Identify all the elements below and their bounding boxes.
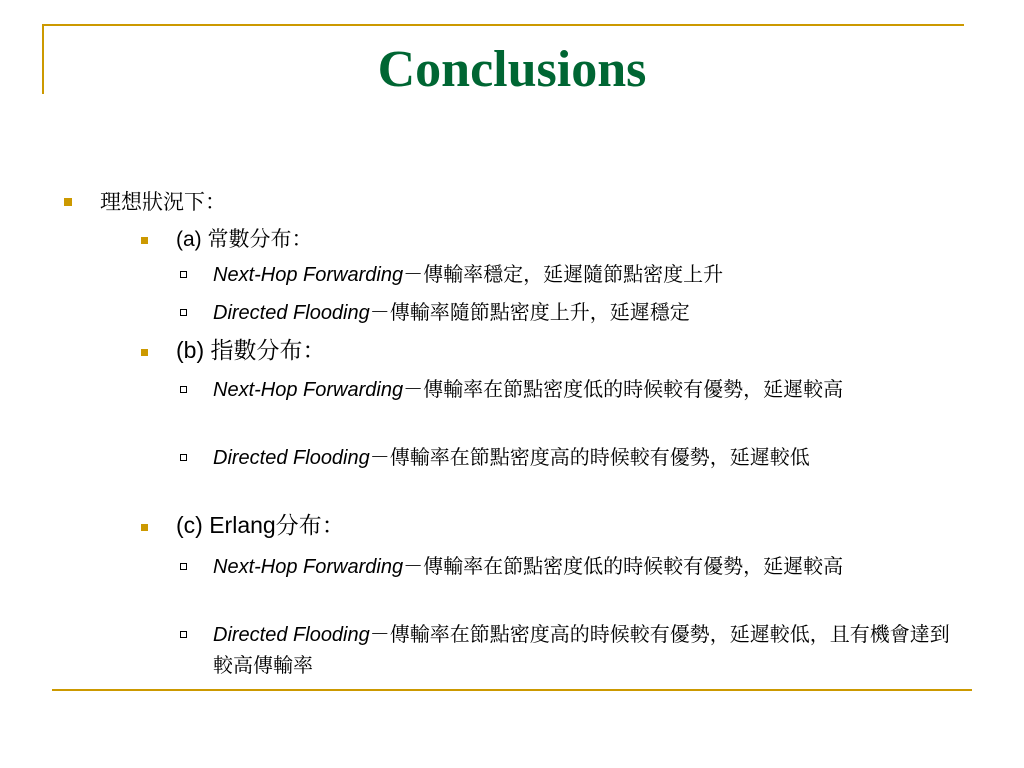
item-desc: －傳輸率在節點密度低的時候較有優勢，延遲較高 <box>403 554 844 578</box>
section-a-heading <box>176 225 313 254</box>
section-b-label: 指數分布： <box>210 338 326 364</box>
hollow-bullet-icon <box>180 454 187 461</box>
section-a-item-2 <box>213 297 958 328</box>
item-term: Next-Hop Forwarding <box>213 379 404 401</box>
section-c-label: 分布： <box>275 513 345 539</box>
section-a-label: 常數分布： <box>207 227 313 251</box>
section-c-marker: (c) Erlang <box>176 512 276 538</box>
section-b-marker: (b) <box>176 337 211 363</box>
hollow-bullet-icon <box>180 271 187 278</box>
item-desc: －傳輸率在節點密度高的時候較有優勢，延遲較低，且有機會達到較高傳輸率 <box>213 622 950 677</box>
item-term: Directed Flooding <box>213 302 370 324</box>
slide-title: Conclusions <box>377 41 647 98</box>
section-c-item-2 <box>213 619 958 680</box>
section-a-item-1 <box>213 259 958 290</box>
item-term: Next-Hop Forwarding <box>213 556 404 578</box>
section-a-marker: (a) <box>176 228 208 251</box>
hollow-bullet-icon <box>180 309 187 316</box>
section-b-heading <box>176 336 326 365</box>
section-c-heading <box>176 511 345 540</box>
item-term: Directed Flooding <box>213 624 370 646</box>
section-b-item-2 <box>213 442 958 473</box>
item-term: Directed Flooding <box>213 447 370 469</box>
frame-bottom-line <box>52 689 972 691</box>
item-desc: －傳輸率穩定，延遲隨節點密度上升 <box>403 262 724 286</box>
hollow-bullet-icon <box>180 631 187 638</box>
section-c-item-1 <box>213 551 958 582</box>
bullet-square-icon <box>141 237 148 244</box>
item-desc: －傳輸率在節點密度低的時候較有優勢，延遲較高 <box>403 377 844 401</box>
bullet-square-icon <box>141 524 148 531</box>
bullet-square-icon <box>141 349 148 356</box>
item-desc: －傳輸率隨節點密度上升，延遲穩定 <box>369 300 690 324</box>
hollow-bullet-icon <box>180 386 187 393</box>
item-term: Next-Hop Forwarding <box>213 264 404 286</box>
frame-top-line <box>42 24 964 26</box>
item-desc: －傳輸率在節點密度高的時候較有優勢，延遲較低 <box>369 445 810 469</box>
bullet-square-icon <box>64 198 72 206</box>
level1-label: 理想狀況下： <box>100 190 226 214</box>
hollow-bullet-icon <box>180 563 187 570</box>
section-b-item-1 <box>213 374 958 405</box>
